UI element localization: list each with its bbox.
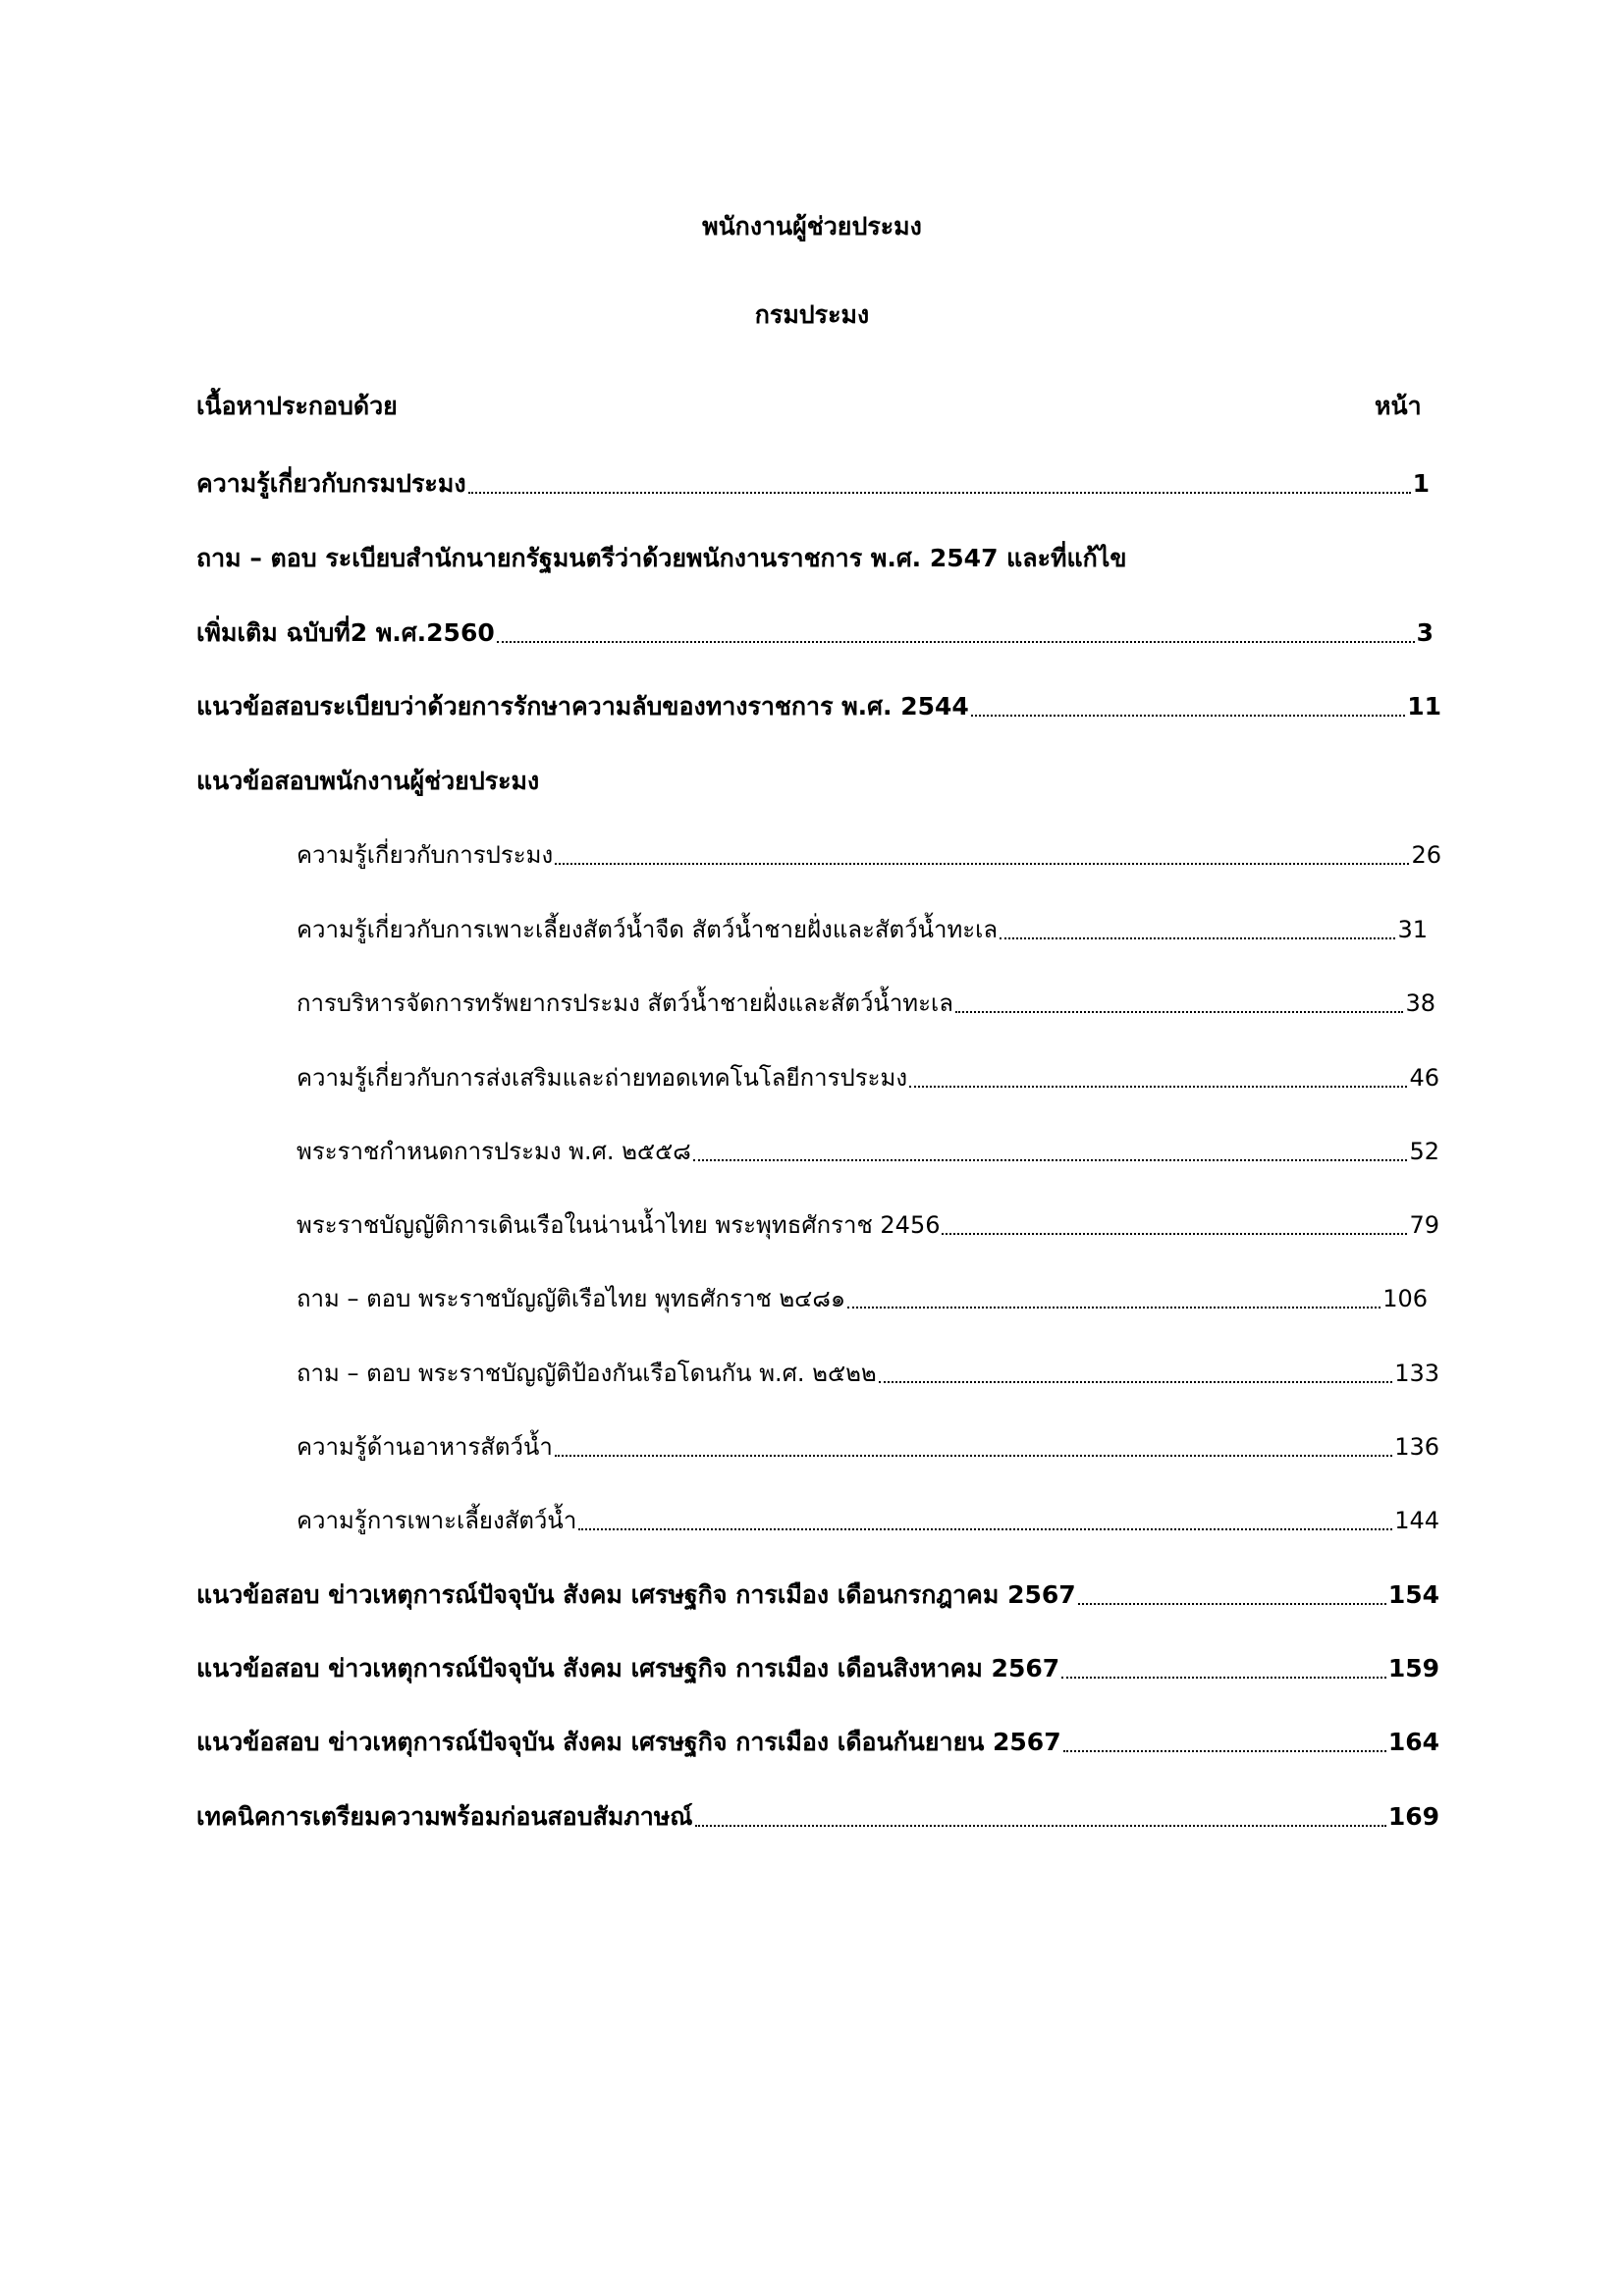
toc-subentry[interactable] (297, 1134, 1439, 1169)
toc-entry-title: การบริหารจัดการทรัพยากรประมง สัตว์น้ำชายฝั่งและสัตว์น้ำทะเล (297, 989, 953, 1017)
dot-leader (1000, 936, 1395, 939)
toc-entry-title: พระราชกำหนดการประมง พ.ศ. ๒๕๕๘ (297, 1138, 691, 1165)
dot-leader (468, 491, 1411, 494)
document-title: พนักงานผู้ช่วยประมง (702, 212, 922, 240)
toc-entry-page: 52 (1409, 1138, 1439, 1165)
toc-subentry[interactable] (297, 837, 1441, 873)
toc-entry[interactable] (196, 615, 1434, 651)
toc-entry-page: 26 (1411, 841, 1441, 869)
toc-entry-page: 159 (1387, 1654, 1439, 1682)
toc-subentry[interactable] (297, 1503, 1439, 1538)
toc-subentry[interactable] (297, 912, 1428, 947)
toc-entry-page: 136 (1394, 1433, 1439, 1461)
toc-entry[interactable] (196, 689, 1441, 724)
toc-entry-title: ความรู้เกี่ยวกับการประมง (297, 841, 554, 869)
toc-subentry[interactable] (297, 1429, 1439, 1465)
toc-subentry[interactable] (297, 1356, 1439, 1391)
toc-entry-title: แนวข้อสอบ ข่าวเหตุการณ์ปัจจุบัน สังคม เศรษฐกิจ การเมือง เดือนสิงหาคม 2567 (196, 1654, 1060, 1682)
toc-entry-page: 31 (1397, 916, 1428, 943)
dot-leader (847, 1306, 1380, 1308)
toc-subentry[interactable] (297, 1060, 1439, 1095)
toc-entry[interactable] (196, 1577, 1439, 1613)
toc-entry-page: 11 (1407, 692, 1441, 721)
dot-leader (971, 714, 1405, 717)
toc-subentry[interactable] (297, 1281, 1428, 1316)
toc-entry[interactable] (196, 1725, 1439, 1760)
dot-leader (1078, 1602, 1386, 1605)
toc-entry-title: ความรู้เกี่ยวกับการเพาะเลี้ยงสัตว์น้ำจืด สัตว์น้ำชายฝั่งและสัตว์น้ำทะเล (297, 916, 999, 943)
toc-entry-page: 79 (1409, 1211, 1439, 1239)
toc-entry-page: 38 (1405, 989, 1435, 1017)
dot-leader (879, 1380, 1392, 1383)
dot-leader (693, 1158, 1408, 1161)
toc-entry-title: ความรู้ด้านอาหารสัตว์น้ำ (297, 1433, 553, 1461)
toc-entry-title: เพิ่มเติม ฉบับที่2 พ.ศ.2560 (196, 618, 495, 647)
dot-leader (909, 1085, 1407, 1088)
dot-leader (497, 640, 1415, 643)
toc-entry-title: ถาม – ตอบ พระราชบัญญัติเรือไทย พุทธศักราช ๒๔๘๑ (297, 1285, 846, 1312)
dot-leader (1061, 1676, 1386, 1679)
toc-entry-page: 144 (1394, 1507, 1439, 1534)
toc-header-label: เนื้อหาประกอบด้วย (196, 392, 398, 420)
dot-leader (695, 1824, 1386, 1827)
document-subtitle: กรมประมง (754, 300, 870, 329)
toc-entry-page: 46 (1409, 1064, 1439, 1092)
dot-leader (555, 862, 1409, 865)
toc-entry-title: แนวข้อสอบ ข่าวเหตุการณ์ปัจจุบัน สังคม เศรษฐกิจ การเมือง เดือนกันยายน 2567 (196, 1728, 1061, 1756)
toc-subentry[interactable] (297, 986, 1435, 1021)
toc-subentry[interactable] (297, 1207, 1439, 1243)
toc-entry-title: ความรู้การเพาะเลี้ยงสัตว์น้ำ (297, 1507, 577, 1534)
toc-entry-page: 164 (1387, 1728, 1439, 1756)
toc-entry-page: 169 (1387, 1802, 1439, 1831)
toc-entry[interactable] (196, 1799, 1439, 1835)
dot-leader (555, 1454, 1392, 1457)
toc-entry[interactable] (196, 466, 1430, 502)
toc-entry-title-line1[interactable]: ถาม – ตอบ ระเบียบสำนักนายกรัฐมนตรีว่าด้วยพนักงานราชการ พ.ศ. 2547 และที่แก้ไข (196, 544, 1127, 572)
toc-entry-title: แนวข้อสอบระเบียบว่าด้วยการรักษาความลับของทางราชการ พ.ศ. 2544 (196, 692, 969, 721)
toc-entry-page: 106 (1382, 1285, 1428, 1312)
toc-entry-title: แนวข้อสอบ ข่าวเหตุการณ์ปัจจุบัน สังคม เศรษฐกิจ การเมือง เดือนกรกฎาคม 2567 (196, 1580, 1076, 1609)
toc-entry-title: พระราชบัญญัติการเดินเรือในน่านน้ำไทย พระพุทธศักราช 2456 (297, 1211, 941, 1239)
dot-leader (1063, 1749, 1386, 1752)
toc-entry-page: 133 (1394, 1360, 1439, 1387)
toc-entry-title: เทคนิคการเตรียมความพร้อมก่อนสอบสัมภาษณ์ (196, 1802, 693, 1831)
dot-leader (942, 1232, 1407, 1235)
toc-entry-page: 1 (1412, 469, 1430, 498)
dot-leader (955, 1010, 1404, 1013)
toc-entry[interactable] (196, 1651, 1439, 1686)
toc-entry-title: ความรู้เกี่ยวกับการส่งเสริมและถ่ายทอดเทคโนโลยีการประมง (297, 1064, 908, 1092)
toc-entry-title: ความรู้เกี่ยวกับกรมประมง (196, 469, 466, 498)
toc-header-page-label: หน้า (1375, 392, 1422, 420)
toc-entry-page: 3 (1416, 618, 1434, 647)
dot-leader (578, 1527, 1392, 1530)
toc-section-heading[interactable]: แนวข้อสอบพนักงานผู้ช่วยประมง (196, 767, 540, 795)
toc-entry-title: ถาม – ตอบ พระราชบัญญัติป้องกันเรือโดนกัน พ.ศ. ๒๕๒๒ (297, 1360, 877, 1387)
toc-entry-page: 154 (1387, 1580, 1439, 1609)
